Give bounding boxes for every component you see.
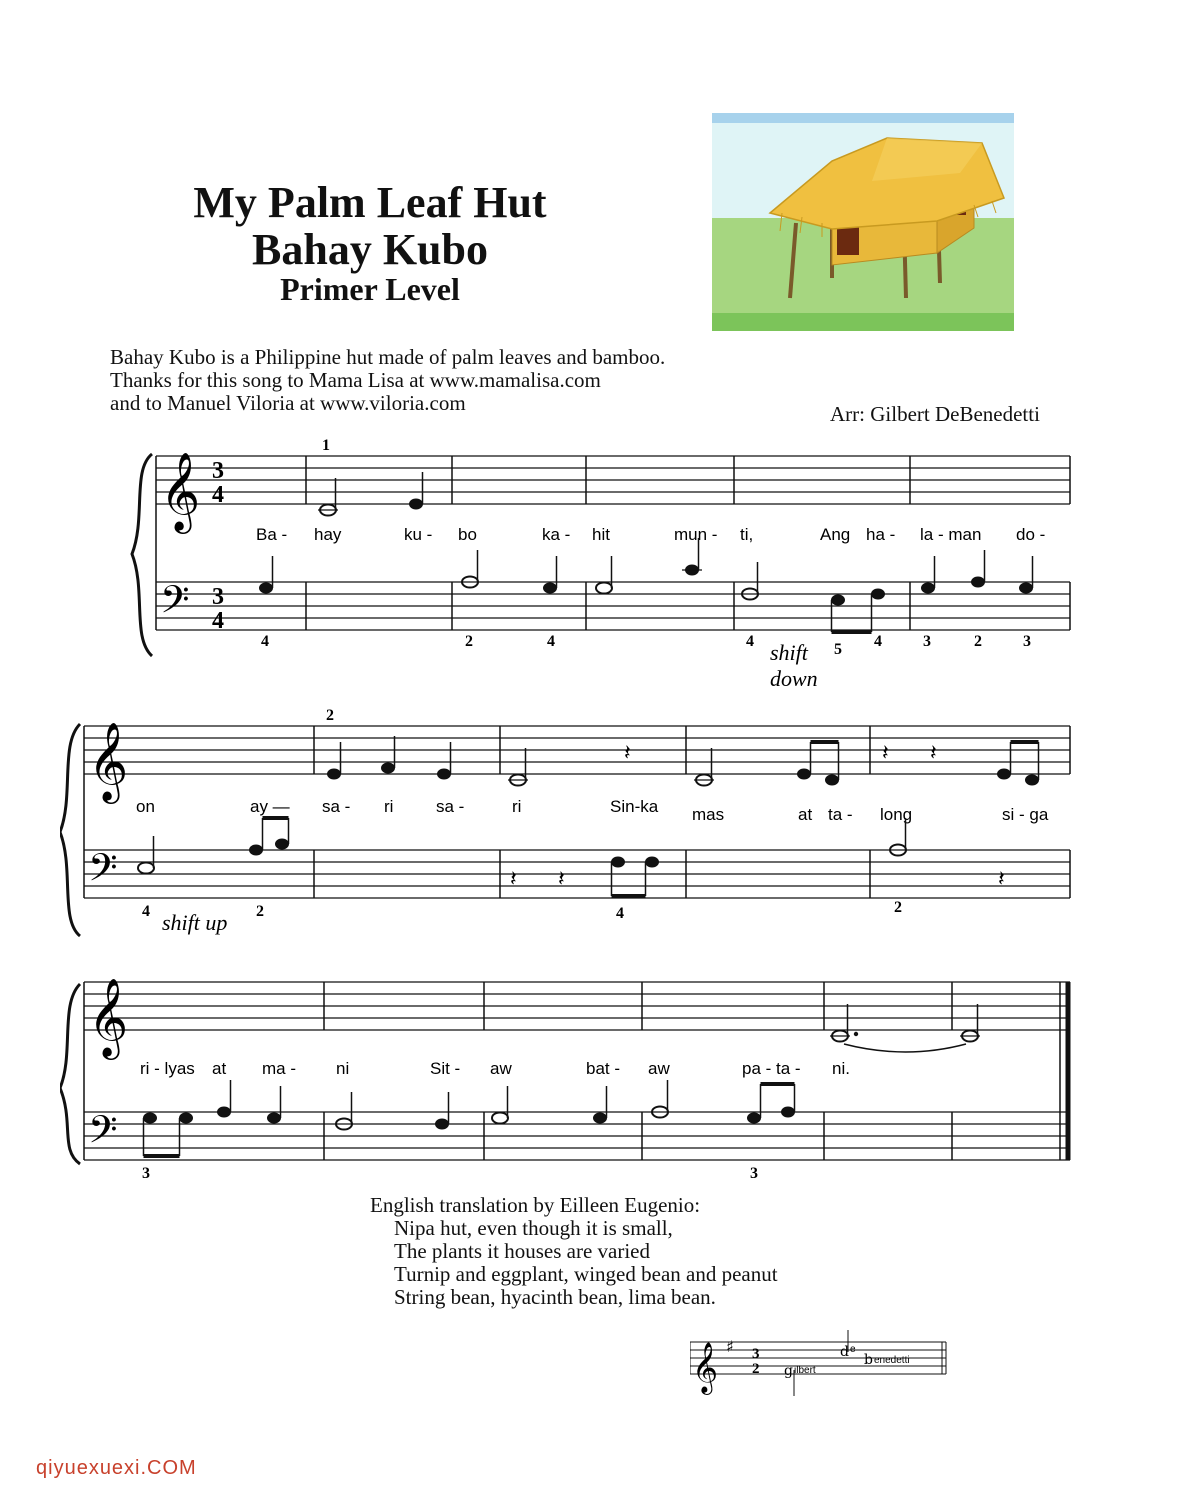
signature-first: ilbert	[794, 1365, 816, 1376]
lyric: Sit -	[430, 1059, 461, 1078]
treble-staff	[84, 726, 1070, 774]
lyric: ka -	[542, 525, 571, 544]
lyric: aw	[648, 1059, 670, 1078]
note	[997, 769, 1011, 780]
signature-initial-d: d	[840, 1344, 849, 1360]
level-label: Primer Level	[280, 271, 460, 307]
note	[437, 769, 451, 780]
treble-clef: 𝄞	[88, 722, 129, 801]
score-system-1	[60, 430, 1090, 700]
lyrics-row-1	[256, 525, 1045, 544]
signature-initial-b: b	[864, 1352, 873, 1368]
fingerings-bass	[142, 899, 902, 922]
lyric: ma -	[262, 1059, 296, 1078]
note	[921, 583, 935, 594]
note	[492, 1113, 508, 1124]
note	[747, 1113, 761, 1124]
lyric: aw	[490, 1059, 512, 1078]
tie	[844, 1044, 966, 1052]
bass-clef: 𝄢	[88, 1107, 118, 1161]
note	[611, 857, 625, 868]
translation-line: Nipa hut, even though it is small,	[394, 1216, 673, 1240]
rest: 𝄽	[558, 867, 565, 892]
brace	[132, 454, 152, 656]
lyric: ku -	[404, 525, 433, 544]
fingering: 4	[142, 903, 150, 920]
lyric: ni.	[832, 1059, 850, 1078]
note	[1025, 775, 1039, 786]
shift-annotation: shift up	[162, 910, 228, 935]
lyric: mas	[692, 805, 725, 824]
barlines	[84, 726, 1070, 898]
treble-staff	[156, 456, 1070, 504]
lyric: ta -	[828, 805, 853, 824]
treble-staff	[84, 982, 1070, 1030]
bass-staff	[84, 850, 1070, 898]
fingering: 3	[142, 1165, 150, 1182]
intro-line: and to Manuel Viloria at www.viloria.com	[110, 391, 466, 415]
note	[797, 769, 811, 780]
score-system-2	[60, 700, 1090, 950]
lyric: hay	[314, 525, 342, 544]
arranger-credit: Arr: Gilbert DeBenedetti	[830, 402, 1040, 426]
hut-illustration	[712, 113, 1014, 331]
signature-initial-g: g	[784, 1363, 793, 1379]
fingerings-bass	[142, 1165, 758, 1182]
lyric: long	[880, 805, 913, 824]
svg-text:3: 3	[752, 1346, 760, 1362]
shift-annotation: down	[770, 666, 818, 691]
note	[143, 1113, 157, 1124]
note	[596, 583, 612, 594]
lyric: sa -	[436, 797, 465, 816]
note	[645, 857, 659, 868]
svg-text:2: 2	[752, 1361, 760, 1377]
note	[249, 845, 263, 856]
note	[971, 577, 985, 588]
lyric: ri	[384, 797, 394, 816]
fingering: 2	[465, 633, 473, 650]
bass-staff	[84, 1112, 1070, 1160]
lyric: ni	[336, 1059, 350, 1078]
translation-line: The plants it houses are varied	[394, 1239, 650, 1263]
fingering: 3	[750, 1165, 758, 1182]
lyric: at	[798, 805, 813, 824]
lyric: do -	[1016, 525, 1046, 544]
fingering: 4	[746, 633, 754, 650]
barlines	[84, 982, 1068, 1160]
intro-text	[110, 346, 665, 415]
lyric: hit	[592, 525, 610, 544]
lyric: ti,	[740, 525, 754, 544]
note	[781, 1107, 795, 1118]
shift-annotation: shift	[770, 640, 808, 665]
time-sig-bottom: 4	[212, 482, 224, 508]
page-subtitle: Bahay Kubo	[252, 225, 488, 274]
fingering: 2	[256, 903, 264, 920]
lyric: la - man	[920, 525, 982, 544]
fingering: 4	[261, 633, 269, 650]
time-sig-top: 3	[212, 584, 224, 610]
fingering: 4	[616, 905, 624, 922]
dot	[854, 1032, 858, 1036]
note	[831, 595, 845, 606]
fingerings-bass	[261, 633, 1031, 658]
watermark-logo: qiyuexuexi.COM	[36, 1457, 197, 1479]
fingering: 3	[923, 633, 931, 650]
fingering: 5	[834, 641, 842, 658]
treble-clef: 𝄞	[160, 452, 201, 531]
brace	[60, 724, 80, 936]
lyric: ri - lyas	[140, 1059, 195, 1078]
signature-staff	[690, 1326, 952, 1396]
note	[825, 775, 839, 786]
rest: 𝄽	[998, 867, 1005, 892]
lyric: Sin-ka	[610, 797, 659, 816]
rest: 𝄽	[624, 741, 631, 766]
rest: 𝄽	[510, 867, 517, 892]
lyric: bo	[458, 525, 477, 544]
note	[543, 583, 557, 594]
lyric: ri	[512, 797, 522, 816]
brace	[60, 984, 80, 1164]
rest: 𝄽	[882, 741, 889, 766]
svg-text:♯: ♯	[726, 1337, 734, 1356]
note	[435, 1119, 449, 1130]
fingering: 1	[322, 437, 330, 454]
time-sig-top: 3	[212, 458, 224, 484]
note	[267, 1113, 281, 1124]
translation-line: Turnip and eggplant, winged bean and peanut	[394, 1262, 778, 1286]
lyric: on	[136, 797, 155, 816]
bass-clef: 𝄢	[160, 577, 190, 631]
svg-text:e: e	[850, 1344, 856, 1355]
treble-clef: 𝄞	[692, 1342, 719, 1393]
lyrics-row-3	[140, 1059, 850, 1078]
intro-line: Bahay Kubo is a Philippine hut made of palm leaves and bamboo.	[110, 345, 666, 369]
translation-block	[370, 1194, 778, 1309]
page-title: My Palm Leaf Hut	[193, 178, 547, 227]
fingering: 4	[874, 633, 882, 650]
lyric: ay —	[250, 797, 290, 816]
note	[381, 763, 395, 774]
bass-notes	[138, 818, 1005, 896]
lyric: Ba -	[256, 525, 288, 544]
note	[871, 589, 885, 600]
lyric: ha -	[866, 525, 896, 544]
note	[1019, 583, 1033, 594]
fingering: 2	[894, 899, 902, 916]
fingering: 2	[326, 707, 334, 724]
bass-notes	[143, 1080, 795, 1156]
note	[275, 839, 289, 850]
note	[217, 1107, 231, 1118]
lyric: mun -	[674, 525, 718, 544]
rest: 𝄽	[930, 741, 937, 766]
lyric: bat -	[586, 1059, 621, 1078]
signature-last: enedetti	[874, 1355, 910, 1366]
note	[259, 583, 273, 594]
fingering: 4	[547, 633, 555, 650]
note	[327, 769, 341, 780]
bass-clef: 𝄢	[88, 845, 118, 899]
fingering: 2	[974, 633, 982, 650]
translation-heading: English translation by Eilleen Eugenio:	[370, 1193, 701, 1217]
lyric: pa - ta -	[742, 1059, 801, 1078]
lyric: si - ga	[1002, 805, 1049, 824]
note	[593, 1113, 607, 1124]
score-system-3	[60, 960, 1090, 1190]
translation-line: String bean, hyacinth bean, lima bean.	[394, 1285, 716, 1309]
note	[409, 499, 423, 510]
time-sig-bottom: 4	[212, 608, 224, 634]
treble-notes	[830, 1004, 980, 1052]
lyric: at	[212, 1059, 227, 1078]
treble-clef: 𝄞	[88, 978, 129, 1057]
lyric: Ang	[820, 525, 851, 544]
lyric: sa -	[322, 797, 351, 816]
intro-line: Thanks for this song to Mama Lisa at www.mamalisa.com	[110, 368, 601, 392]
note	[138, 863, 154, 874]
fingering: 3	[1023, 633, 1031, 650]
note	[179, 1113, 193, 1124]
